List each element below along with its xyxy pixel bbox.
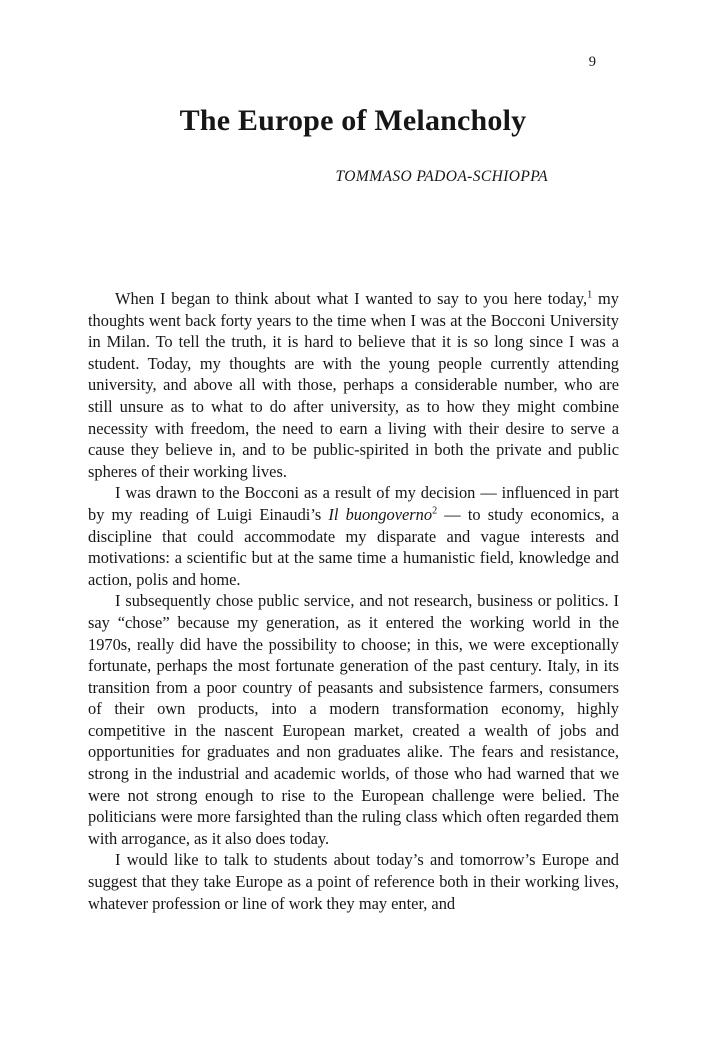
- chapter-title: The Europe of Melancholy: [179, 104, 527, 137]
- text-run: I would like to talk to students about today’s and tomorrow’s Europe and suggest that they take Europe as a point of reference both in their working lives, whatever profession or line of work they may enter, and: [88, 850, 619, 913]
- text-run: my thoughts went back forty years to the time when I was at the Bocconi University in Milan. To tell the truth, it is hard to believe that it is so long since I was a student. Today, my thoughts are with the young people currently attending university, and above all with those, perhaps a considerable number, who are still unsure as to what to do after university, as to how they might combine necessity with freedom, the need to earn a living with their desire to serve a cause they believe in, and to be public-spirited in both the private and public spheres of their working lives.: [88, 289, 619, 481]
- italic-text: Il buongoverno: [328, 504, 433, 524]
- paragraph: [88, 849, 619, 914]
- page-number: 9: [588, 54, 596, 70]
- paragraph: [88, 590, 619, 849]
- text-run: When I began to think about what I wanted to say to you here today,: [115, 289, 588, 308]
- paragraph: [88, 288, 619, 482]
- footnote-marker: 1: [587, 289, 593, 301]
- text-run: I was drawn to the Bocconi as a result of my decision — influenced in part by my reading of Luigi Einaudi’s: [88, 483, 619, 524]
- footnote-marker: 2: [432, 505, 438, 517]
- body-text: [88, 288, 619, 914]
- text-run: I subsequently chose public service, and not research, business or politics. I say “chose” because my generation, as it entered the working world in the 1970s, really did have the possibility to choose; in this, we were exceptionally fortunate, perhaps the most fortunate generation of the past century. Italy, in its transition from a poor country of peasants and subsistence farmers, consumers of their own products, into a modern transformation economy, highly competitive in the nascent European market, created a wealth of jobs and opportunities for graduates and non graduates alike. The fears and resistance, strong in the industrial and academic worlds, of those who had warned that we were not strong enough to rise to the European challenge were belied. The politicians were more farsighted than the ruling class which often regarded them with arrogance, as it also does today.: [88, 591, 619, 848]
- author-name: TOMMASO PADOA-SCHIOPPA: [335, 168, 548, 185]
- text-run: — to study economics, a discipline that could accommodate my disparate and vague interests and motivations: a scientific but at the same time a humanistic field, knowledge and action, polis and home.: [88, 504, 619, 589]
- paragraph: [88, 482, 619, 590]
